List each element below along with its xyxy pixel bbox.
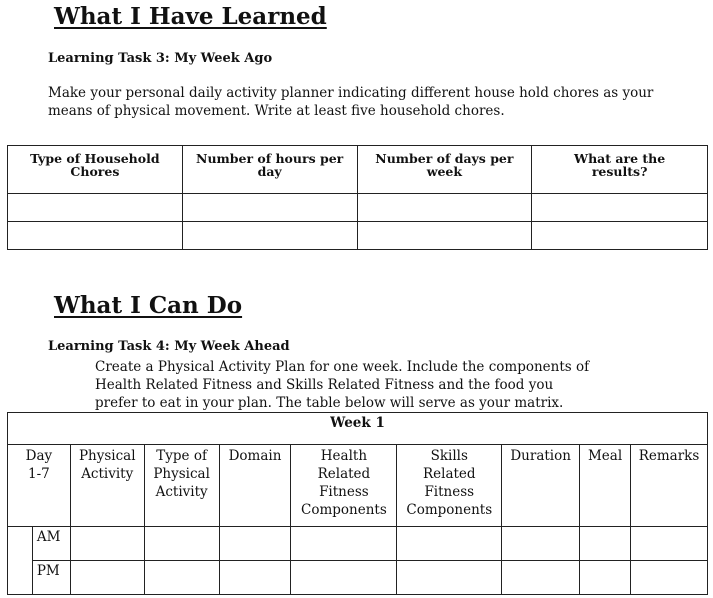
blank-cell[interactable] (532, 194, 708, 222)
week-label: Week 1 (8, 413, 708, 445)
header-remarks: Remarks (631, 445, 708, 527)
blank-cell[interactable] (580, 561, 631, 595)
blank-cell[interactable] (357, 222, 532, 250)
header-day: Day 1-7 (8, 445, 71, 527)
header-type-of-physical-activity: Type of Physical Activity (144, 445, 219, 527)
header-meal: Meal (580, 445, 631, 527)
blank-cell[interactable] (580, 527, 631, 561)
blank-cell[interactable] (357, 194, 532, 222)
blank-cell[interactable] (70, 561, 144, 595)
instructions-line: Health Related Fitness and Skills Related Fitness and the food you (95, 377, 554, 393)
blank-cell[interactable] (532, 222, 708, 250)
blank-cell[interactable] (397, 527, 502, 561)
learning-task-3-instructions (48, 84, 698, 120)
header-hours-per-day: Number of hours per day (182, 146, 357, 194)
learning-task-4-instructions (95, 358, 655, 412)
blank-cell[interactable] (502, 527, 580, 561)
blank-cell[interactable] (144, 561, 219, 595)
activity-plan-table (7, 412, 708, 595)
blank-cell[interactable] (144, 527, 219, 561)
header-days-per-week: Number of days per week (357, 146, 532, 194)
learning-task-4-title: Learning Task 4: My Week Ahead (48, 339, 290, 354)
table-row-pm (8, 561, 708, 595)
blank-cell[interactable] (631, 561, 708, 595)
table-row (8, 194, 708, 222)
blank-cell[interactable] (70, 527, 144, 561)
blank-cell[interactable] (219, 527, 291, 561)
blank-cell[interactable] (219, 561, 291, 595)
header-duration: Duration (502, 445, 580, 527)
blank-cell[interactable] (8, 194, 183, 222)
header-skills-related-fitness: Skills Related Fitness Components (397, 445, 502, 527)
blank-cell[interactable] (631, 527, 708, 561)
blank-cell[interactable] (182, 222, 357, 250)
header-domain: Domain (219, 445, 291, 527)
learning-task-3-title: Learning Task 3: My Week Ago (48, 51, 273, 66)
header-type-of-chores: Type of Household Chores (8, 146, 183, 194)
day-cell[interactable] (8, 527, 33, 595)
blank-cell[interactable] (8, 222, 183, 250)
header-results: What are the results? (532, 146, 708, 194)
blank-cell[interactable] (291, 561, 397, 595)
section-heading-learned: What I Have Learned (54, 3, 327, 30)
table-row-am (8, 527, 708, 561)
table-row (8, 222, 708, 250)
section-heading-can-do: What I Can Do (54, 292, 243, 319)
header-physical-activity: Physical Activity (70, 445, 144, 527)
blank-cell[interactable] (502, 561, 580, 595)
instructions-line: Make your personal daily activity planner indicating different house hold chores as your (48, 85, 654, 101)
household-chores-table (7, 145, 708, 250)
blank-cell[interactable] (182, 194, 357, 222)
instructions-line: means of physical movement. Write at least five household chores. (48, 103, 505, 119)
am-label: AM (32, 527, 70, 561)
instructions-line: prefer to eat in your plan. The table below will serve as your matrix. (95, 395, 564, 411)
header-health-related-fitness: Health Related Fitness Components (291, 445, 397, 527)
pm-label: PM (32, 561, 70, 595)
blank-cell[interactable] (397, 561, 502, 595)
instructions-line: Create a Physical Activity Plan for one week. Include the components of (95, 359, 590, 375)
blank-cell[interactable] (291, 527, 397, 561)
